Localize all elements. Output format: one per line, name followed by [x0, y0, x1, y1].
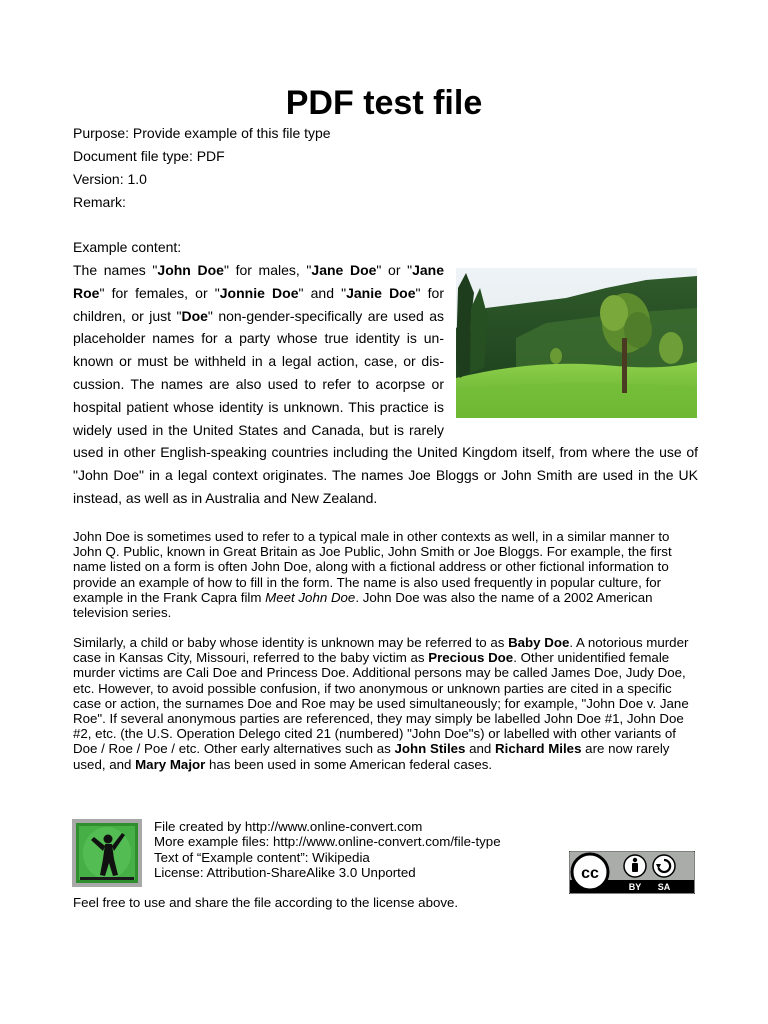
meta-file-type: Document file type: PDF [73, 148, 225, 164]
cc-sa-label: SA [657, 882, 671, 892]
footer-text-source: Text of “Example content”: Wikipedia [154, 849, 370, 865]
creative-commons-by-sa-icon [569, 851, 695, 894]
online-convert-logo-icon [72, 819, 142, 887]
john-doe-paragraph: John Doe is sometimes used to refer to a typical male in other contexts as well, in a similar manner to John Q. Public, known in Great Britain as Joe Public, John Smith or Joe Bloggs. For example, the first name listed on a form is often John Doe, along with a fictional address or other fictional information to provide an example of how to fill in the form. The name is also used frequently in popular culture, for example in the Frank Capra film Meet John Doe. John Doe was also the name of a 2002 American television series. [73, 529, 672, 621]
example-content-paragraph: The names "John Doe" for males, "Jane Doe" or "Jane Roe" for females, or "Jonnie Doe" and "Janie Doe" for children, or just "Doe" non-gender-specifically are used as placeholder names for a party whose true identity is unknown or must be withheld in a legal action, case, or discussion. The names are also used to refer to acorpse or hospital patient whose identity is unknown. This practice is widely used in the United States and Canada, but is rarely used in other English-speaking countries including the United Kingdom itself, from where the use of "John Doe" in a legal context originates. The names Joe Bloggs or John Smith are used in the UK instead, as well as in Australia and New Zealand. [73, 262, 698, 506]
cc-label: cc [581, 865, 599, 882]
example-content-section [73, 236, 698, 510]
meta-remark: Remark: [73, 194, 126, 210]
closing-note: Feel free to use and share the file according to the license above. [73, 895, 459, 910]
cc-by-label: BY [628, 882, 642, 892]
baby-doe-paragraph: Similarly, a child or baby whose identity is unknown may be referred to as Baby Doe. A notorious murder case in Kansas City, Missouri, referred to the baby victim as Precious Doe. Other unidentified female murder victims are Cali Doe and Princess Doe. Additional persons may be called James Doe, Judy Doe, etc. However, to avoid possible confusion, if two anonymous or unknown parties are cited in a specific case or action, the surnames Doe and Roe may be used simultaneously; for example, "John Doe v. Jane Roe". If several anonymous parties are referenced, they may simply be labelled John Doe #1, John Doe #2, etc. (the U.S. Operation Delego cited 21 (numbered) "John Doe"s) or labelled with other variants of Doe / Roe / Poe / etc. Other early alternatives such as John Stiles and Richard Miles are now rarely used, and Mary Major has been used in some American federal cases. [73, 635, 689, 772]
footer-more-files: More example files: http://www.online-convert.com/file-type [154, 834, 501, 850]
meta-version: Version: 1.0 [73, 171, 147, 187]
document-meta [73, 122, 331, 214]
footer-created: File created by http://www.online-convert.com [154, 819, 423, 834]
forest-meadow-photo [456, 268, 697, 418]
example-content-label: Example content: [73, 239, 182, 255]
footer-info [154, 819, 501, 880]
page-title: PDF test file [285, 84, 483, 122]
meta-purpose: Purpose: Provide example of this file type [73, 125, 331, 141]
footer-license: License: Attribution-ShareAlike 3.0 Unported [154, 864, 416, 880]
